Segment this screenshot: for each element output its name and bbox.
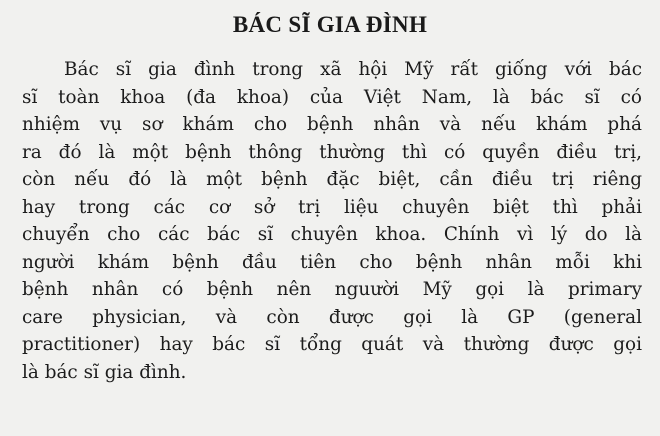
paragraph-line: practitioner) hay bác sĩ tổng quát và thường được gọi bbox=[22, 334, 642, 355]
paragraph-line: hay trong các cơ sở trị liệu chuyên biệt thì phải bbox=[22, 196, 642, 218]
paragraph-line: sĩ toàn khoa (đa khoa) của Việt Nam, là bác sĩ có bbox=[22, 86, 642, 108]
paragraph-line: là bác sĩ gia đình. bbox=[22, 361, 187, 383]
body-paragraph bbox=[22, 56, 642, 386]
paragraph-line: Bác sĩ gia đình trong xã hội Mỹ rất giống với bác bbox=[64, 59, 642, 80]
paragraph-line: ra đó là một bệnh thông thường thì có quyền điều trị, bbox=[22, 141, 642, 163]
paragraph-line: chuyển cho các bác sĩ chuyên khoa. Chính vì lý do là bbox=[22, 224, 642, 245]
paragraph-line: nhiệm vụ sơ khám cho bệnh nhân và nếu khám phá bbox=[22, 114, 642, 135]
paragraph-line: người khám bệnh đầu tiên cho bệnh nhân mỗi khi bbox=[22, 251, 642, 273]
paragraph-line: care physician, và còn được gọi là GP (general bbox=[22, 306, 642, 328]
paragraph-line: bệnh nhân có bệnh nên nguười Mỹ gọi là primary bbox=[22, 279, 642, 300]
page-title: BÁC SĨ GIA ĐÌNH bbox=[232, 12, 428, 37]
paragraph-line: còn nếu đó là một bệnh đặc biệt, cần điều trị riêng bbox=[22, 169, 642, 190]
